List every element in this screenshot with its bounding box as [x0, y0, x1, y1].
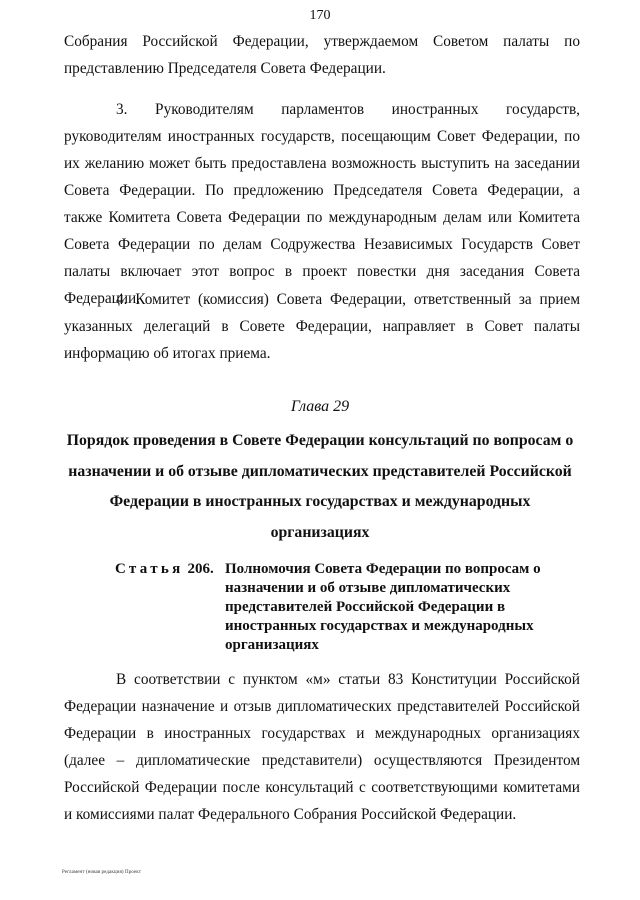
paragraph-item-3: 3. Руководителям парламентов иностранных государств, руководителям иностранных государств, посещающим Совет Федерации, по их желанию может быть предоставлена возможность выступить на заседании Совета Федерации. По предложению Председателя Совета Федерации, а также Комитета Совета Федерации по международным делам или Комитета Совета Федерации по делам Содружества Независимых Государств Совет палаты включает этот вопрос в проект повестки дня заседания Совета Федерации. — [64, 101, 580, 307]
footer-note: Регламент (новая редакция) Проект — [62, 870, 141, 875]
article-label: Статья — [115, 561, 184, 577]
article-heading — [115, 560, 555, 655]
article-title: Полномочия Совета Федерации по вопросам о назначении и об отзыве дипломатических представителей Российской Федерации в иностранных государствах и международных организациях — [225, 561, 541, 653]
chapter-title: Порядок проведения в Совете Федерации консультаций по вопросам о назначении и об отзыве дипломатических представителей Российской Федерации в иностранных государствах и международных организациях — [66, 432, 574, 541]
paragraph-item-4: 4. Комитет (комиссия) Совета Федерации, ответственный за прием указанных делегаций в Совете Федерации, направляет в Совет палаты информацию об итогах приема. — [64, 291, 580, 362]
article-body: В соответствии с пунктом «м» статьи 83 Конституции Российской Федерации назначение и отзыв дипломатических представителей Российской Федерации в иностранных государствах и международных организациях (далее – дипломатические представители) осуществляются Президентом Российской Федерации после консультаций с соответствующими комитетами и комиссиями палат Федерального Собрания Российской Федерации. — [64, 671, 580, 823]
paragraph-continuation: Собрания Российской Федерации, утверждаемом Советом палаты по представлению Председателя Совета Федерации. — [64, 33, 580, 77]
article-number: 206. — [187, 561, 214, 577]
page-number: 170 — [309, 8, 331, 23]
chapter-label: Глава 29 — [290, 398, 350, 415]
